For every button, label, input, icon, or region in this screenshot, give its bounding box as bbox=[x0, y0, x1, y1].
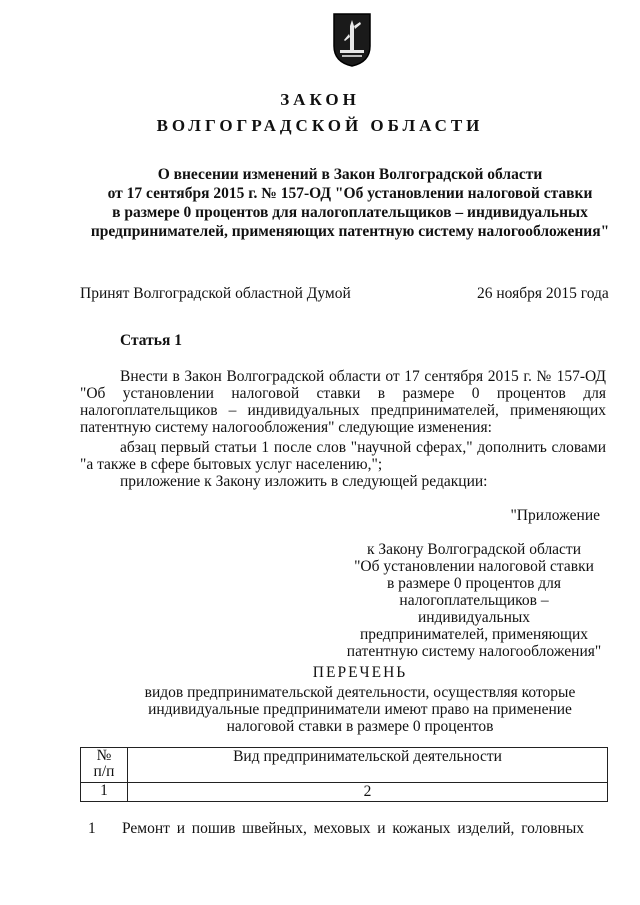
adopted-by: Принят Волгоградской областной Думой bbox=[80, 285, 351, 302]
law-heading: ЗАКОН bbox=[280, 90, 360, 109]
law-title bbox=[80, 165, 620, 241]
amendment-line: "а также в сфере бытовых услуг населению,"; bbox=[80, 456, 383, 473]
index-cell: 2 bbox=[128, 783, 608, 802]
appendix-line: патентную систему налогообложения" bbox=[346, 643, 602, 660]
intro-line: "Об установлении налоговой ставки в размере 0 процентов для bbox=[80, 385, 606, 402]
title-line: в размере 0 процентов для налогоплательщиков – индивидуальных bbox=[112, 204, 588, 221]
appendix-caption bbox=[345, 541, 603, 660]
appendix-line: предпринимателей, применяющих bbox=[359, 626, 589, 643]
amendment-line: абзац первый статьи 1 после слов "научной сферах," дополнить словами bbox=[120, 439, 606, 456]
appendix-line: налогоплательщиков – индивидуальных bbox=[399, 592, 549, 626]
intro-line: налогоплательщиков – индивидуальных предпринимателей, применяющих bbox=[80, 402, 606, 419]
adoption-date: 26 ноября 2015 года bbox=[477, 285, 609, 302]
amendment-1 bbox=[80, 439, 606, 473]
intro-line: Внести в Закон Волгоградской области от 17 сентября 2015 г. № 157-ОД bbox=[120, 368, 606, 385]
appendix-line: "Об установлении налоговой ставки bbox=[354, 558, 594, 575]
header-number-cell bbox=[81, 748, 128, 783]
coat-of-arms-icon bbox=[330, 10, 374, 68]
amendment-2: приложение к Закону изложить в следующей редакции: bbox=[120, 473, 488, 490]
header-kind: Вид предпринимательской деятельности bbox=[128, 748, 608, 783]
index-cell: 1 bbox=[81, 783, 128, 802]
title-line: предпринимателей, применяющих патентную систему налогообложения" bbox=[90, 223, 610, 240]
article-heading: Статья 1 bbox=[120, 332, 182, 349]
row-text: Ремонт и пошив швейных, меховых и кожаных изделий, головных bbox=[122, 820, 584, 837]
title-line: от 17 сентября 2015 г. № 157-ОД "Об установлении налоговой ставки bbox=[107, 185, 593, 202]
list-sub-line: индивидуальные предприниматели имеют право на применение bbox=[148, 701, 572, 718]
list-sub-line: налоговой ставки в размере 0 процентов bbox=[226, 718, 494, 735]
row-number: 1 bbox=[88, 820, 96, 837]
intro-line: патентную систему налогообложения" следующие изменения: bbox=[80, 419, 492, 436]
article-intro bbox=[80, 368, 606, 436]
list-sub-line: видов предпринимательской деятельности, осуществляя которые bbox=[144, 684, 576, 701]
header-number: № bbox=[96, 747, 112, 764]
header-number-sub: п/п bbox=[93, 763, 115, 780]
appendix-label: "Приложение bbox=[510, 507, 600, 524]
list-heading: ПЕРЕЧЕНЬ bbox=[312, 664, 408, 681]
region-heading: ВОЛГОГРАДСКОЙ ОБЛАСТИ bbox=[156, 116, 484, 135]
appendix-line: в размере 0 процентов для bbox=[386, 575, 562, 592]
title-line: О внесении изменений в Закон Волгоградской области bbox=[157, 166, 543, 183]
activities-table bbox=[80, 747, 608, 802]
appendix-line: к Закону Волгоградской области bbox=[366, 541, 582, 558]
list-subtitle bbox=[120, 684, 600, 735]
